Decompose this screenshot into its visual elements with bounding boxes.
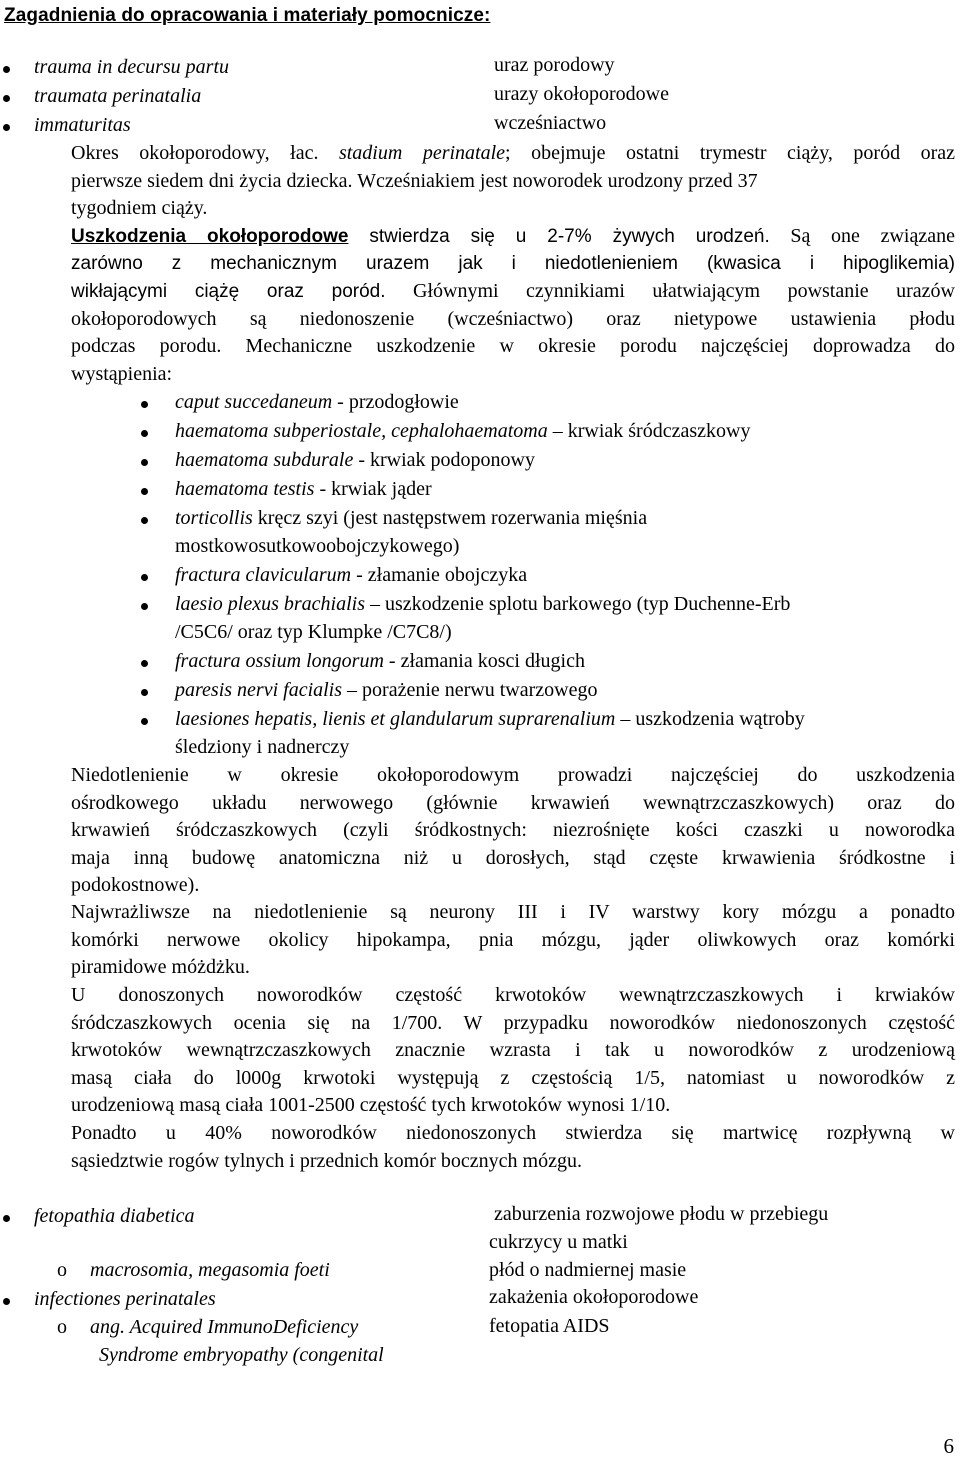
mech-list-item: haematoma testis - krwiak jąder — [175, 478, 432, 500]
page-heading: Zagadnienia do opracowania i materiały pomocnicze: — [4, 5, 491, 26]
bullet — [141, 488, 148, 495]
bullet — [141, 401, 148, 408]
top-list-latin: trauma in decursu partu — [34, 56, 229, 78]
top-list-latin: immaturitas — [34, 114, 131, 136]
mech-list-item: caput succedaneum - przodogłowie — [175, 391, 459, 413]
necrosis-paragraph: Ponadto u 40% noworodków niedonoszonych stwierdza się martwicę rozpływną w sąsiedztwie rogów tylnych i przednich komór bocznych mózgu. — [71, 1122, 955, 1172]
bullet — [141, 689, 148, 696]
bottom-polish-macrosomia: płód o nadmiernej masie — [489, 1259, 687, 1281]
bullet — [141, 574, 148, 581]
bullet — [141, 459, 148, 466]
bullet — [141, 603, 148, 610]
frequency-paragraph: U donoszonych noworodków częstość krwotoków wewnątrzczaszkowych i krwiaków śródczaszkowych ocenia się na 1/700. W przypadku noworodków niedonoszonych częstość krwotoków wewnątrzczaszkowych znacznie wzrasta i tak u noworodków z urodzeniową masą ciała do l000g krwotoki występują z częstością 1/5, natomiast u noworodków z urodzeniową masą ciała 1001-2500 częstość tych krwotoków wynosi 1/10. — [71, 984, 955, 1116]
bullet — [3, 95, 10, 102]
mech-list-item: torticollis kręcz szyi (jest następstwem rozerwania mięśnia — [175, 507, 648, 529]
bottom-polish-infectiones: zakażenia okołoporodowe — [489, 1286, 699, 1308]
mech-list-item-cont: śledziony i nadnerczy — [175, 736, 350, 758]
bottom-latin-aids: ang. Acquired ImmunoDeficiency — [90, 1316, 359, 1338]
top-list-polish: wcześniactwo — [494, 112, 607, 134]
bullet — [141, 660, 148, 667]
mech-list-item: paresis nervi facialis – porażenie nerwu twarzowego — [175, 679, 598, 701]
mech-list-item-cont: mostkowosutkowoobojczykowego) — [175, 535, 460, 557]
top-list-latin: traumata perinatalia — [34, 85, 202, 107]
mech-list-item: haematoma subdurale - krwiak podoponowy — [175, 449, 535, 471]
sub-bullet-marker: o — [57, 1316, 67, 1338]
page-number: 6 — [943, 1434, 954, 1458]
mech-list-item: fractura clavicularum - złamanie obojczyka — [175, 564, 528, 586]
hypoxia-paragraph: Niedotlenienie w okresie okołoporodowym prowadzi najczęściej do uszkodzenia ośrodkowego układu nerwowego (głównie krwawień wewnątrzczaszkowych) oraz do krwawień śródczaszkowych (czyli śródkostnych: niezrośnięte kości czaszki u noworodka maja inną budowę anatomiczna niż u dorosłych, stąd częste krwawienia śródkostne i podokostnowe). — [71, 764, 955, 896]
bottom-polish-aids: fetopatia AIDS — [489, 1315, 610, 1337]
bottom-latin-infectiones: infectiones perinatales — [34, 1288, 216, 1310]
sensitive-paragraph: Najwrażliwsze na niedotlenienie są neurony III i IV warstwy kory mózgu a ponadto komórki nerwowe okolicy hipokampa, pnia mózgu, jąder oliwkowych oraz komórki piramidowe móżdżku. — [71, 901, 955, 978]
intro-paragraph: Okres okołoporodowy, łac. stadium perinatale; obejmuje ostatni trymestr ciąży, poród oraz pierwsze siedem dni życia dziecka. Wcześniakiem jest noworodek urodzony przed 37 tygodniem ciąży. — [71, 142, 956, 219]
mech-list-item: laesiones hepatis, lienis et glandularum suprarenalium – uszkodzenia wątroby — [175, 708, 805, 730]
bullet — [141, 517, 148, 524]
bullet — [3, 1298, 10, 1305]
bullet — [141, 718, 148, 725]
bottom-latin-fetopathia: fetopathia diabetica — [34, 1205, 195, 1227]
bottom-latin-macrosomia: macrosomia, megasomia foeti — [90, 1259, 330, 1281]
top-list-polish: urazy okołoporodowe — [494, 83, 669, 105]
bottom-polish-fetopathia-cont: cukrzycy u matki — [489, 1231, 628, 1253]
bullet — [3, 1215, 10, 1222]
sub-bullet-marker: o — [57, 1259, 67, 1281]
bullet — [3, 124, 10, 131]
injuries-paragraph: Uszkodzenia okołoporodowe stwierdza się u 2-7% żywych urodzeń. Są one związane zarówno z mechanicznym urazem jak i niedotlenieniem (kwasica i hipoglikemia) wikłającymi ciążę oraz poród. Głównymi czynnikiami ułatwiającym powstanie urazów okołoporodowych są niedonoszenie (wcześniactwo) oraz nietypowe ustawienia płodu podczas porodu. Mechaniczne uszkodzenie w okresie porodu najczęściej doprowadza do wystąpienia: — [71, 225, 956, 385]
bottom-latin-aids-cont: Syndrome embryopathy (congenital — [99, 1344, 384, 1366]
bullet — [3, 66, 10, 73]
mech-list-item: laesio plexus brachialis – uszkodzenie splotu barkowego (typ Duchenne-Erb — [175, 593, 791, 615]
mech-list-item: fractura ossium longorum - złamania kosci długich — [175, 650, 585, 672]
bottom-polish-fetopathia: zaburzenia rozwojowe płodu w przebiegu — [494, 1203, 829, 1225]
top-list-polish: uraz porodowy — [494, 54, 615, 76]
mech-list-item-cont: /C5C6/ oraz typ Klumpke /C7C8/) — [175, 621, 452, 643]
mech-list-item: haematoma subperiostale, cephalohaematoma – krwiak śródczaszkowy — [175, 420, 751, 442]
bullet — [141, 430, 148, 437]
